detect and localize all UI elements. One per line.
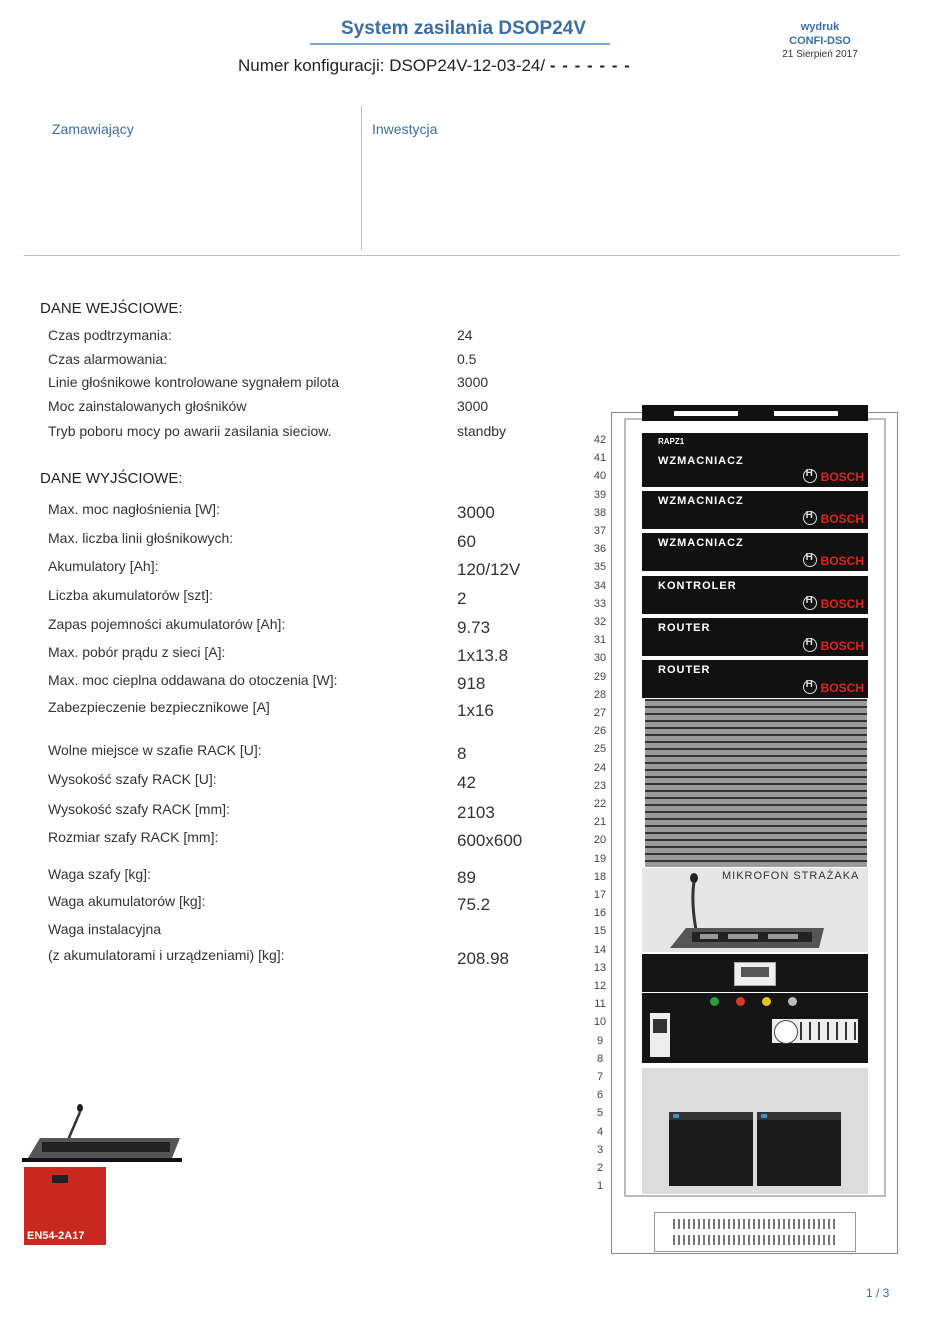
row-value: standby xyxy=(457,423,507,439)
rack-unit-number: 9 xyxy=(596,1034,604,1047)
row-value: 2103 xyxy=(457,803,495,822)
row-value: 120/12V xyxy=(457,560,521,579)
output-row xyxy=(48,530,476,551)
bosch-icon xyxy=(803,469,817,483)
breaker-switch xyxy=(650,1013,670,1057)
rack-unit-number: 12 xyxy=(593,980,607,992)
row-value: 9.73 xyxy=(457,618,491,637)
parties-divider xyxy=(361,106,362,250)
status-led-icon xyxy=(710,997,719,1006)
rack-unit-number: 34 xyxy=(593,579,607,592)
rack-plinth xyxy=(654,1212,856,1252)
rapz-label: RAPZ1 xyxy=(658,437,685,446)
rack-device-router xyxy=(642,618,868,656)
rack-unit-number: 4 xyxy=(596,1125,604,1138)
output-row xyxy=(48,801,495,822)
rack-unit-number: 42 xyxy=(593,434,607,446)
client-label: Zamawiający xyxy=(52,121,134,137)
output-row xyxy=(48,672,486,693)
row-value: 3000 xyxy=(457,374,489,390)
row-label: Wysokość szafy RACK [U]: xyxy=(48,771,217,787)
input-row xyxy=(48,398,489,414)
rack-device-amplifier xyxy=(642,433,868,487)
bosch-logo: HBOSCH xyxy=(803,596,864,611)
rack-unit-number: 38 xyxy=(593,506,607,519)
print-info xyxy=(770,20,870,62)
print-date: 21 Sierpień 2017 xyxy=(782,49,858,60)
rack-device-amplifier xyxy=(642,533,868,571)
bosch-logo: HBOSCH xyxy=(803,469,864,484)
display-icon xyxy=(734,962,776,986)
investment-label: Inwestycja xyxy=(372,121,438,137)
fuse-block xyxy=(800,1022,856,1040)
power-supply-panel xyxy=(642,993,868,1063)
device-name: WZMACNIACZ xyxy=(658,455,744,467)
rack-unit-number: 31 xyxy=(593,634,607,647)
plinth-vent xyxy=(673,1235,837,1245)
rack-unit-number: 37 xyxy=(593,525,607,537)
cabinet-label: EN54-2A17 xyxy=(27,1230,85,1242)
row-value: 42 xyxy=(457,773,476,792)
row-value: 3000 xyxy=(457,503,495,522)
status-led-icon xyxy=(736,997,745,1006)
rack-unit-number: 3 xyxy=(596,1143,604,1156)
rack-unit-number: 40 xyxy=(593,470,607,483)
device-name: ROUTER xyxy=(658,622,711,634)
config-number xyxy=(238,56,631,76)
row-label: Waga szafy [kg]: xyxy=(48,866,151,882)
output-row xyxy=(48,501,495,522)
input-row xyxy=(48,327,473,343)
config-placeholder: - - - - - - - xyxy=(549,56,631,75)
rack-unit-number: 30 xyxy=(593,652,607,665)
rack-unit-number: 5 xyxy=(596,1107,604,1120)
row-label: Czas podtrzymania: xyxy=(48,327,172,343)
row-label: Wolne miejsce w szafie RACK [U]: xyxy=(48,742,262,758)
row-value: 3000 xyxy=(457,398,489,414)
row-label: Zabezpieczenie bezpiecznikowe [A] xyxy=(48,699,270,715)
bosch-icon xyxy=(803,680,817,694)
rack-unit-number: 15 xyxy=(593,925,607,938)
output-row xyxy=(48,771,476,792)
row-label: Zapas pojemności akumulatorów [Ah]: xyxy=(48,616,286,632)
row-value: 75.2 xyxy=(457,895,491,914)
input-data-heading: DANE WEJŚCIOWE: xyxy=(40,300,183,317)
row-label: Max. moc cieplna oddawana do otoczenia [W]: xyxy=(48,672,338,688)
row-label: (z akumulatorami i urządzeniami) [kg]: xyxy=(48,947,285,963)
row-label: Waga akumulatorów [kg]: xyxy=(48,893,206,909)
output-row xyxy=(48,616,491,637)
row-label: Liczba akumulatorów [szt]: xyxy=(48,587,213,603)
row-label: Max. liczba linii głośnikowych: xyxy=(48,530,234,546)
config-value: DSOP24V-12-03-24/ xyxy=(389,56,546,75)
print-label: wydruk xyxy=(800,21,840,33)
rack-unit-number: 18 xyxy=(593,870,607,883)
bosch-icon xyxy=(803,638,817,652)
rack-unit-number: 17 xyxy=(593,889,607,901)
input-row xyxy=(48,423,507,439)
rack-unit-number: 35 xyxy=(593,561,607,574)
battery-terminal xyxy=(761,1114,767,1118)
row-label: Linie głośnikowe kontrolowane sygnałem pilota xyxy=(48,374,340,390)
header-separator xyxy=(24,255,900,256)
rack-unit-number: 29 xyxy=(593,670,607,683)
rack-unit-number: 16 xyxy=(593,907,607,920)
output-row xyxy=(48,742,467,763)
cap-slot xyxy=(674,411,738,416)
rack-unit-number: 32 xyxy=(593,616,607,628)
rack-unit-number: 19 xyxy=(593,852,607,865)
rack-unit-number: 1 xyxy=(596,1180,604,1193)
row-label: Tryb poboru mocy po awarii zasilania sieciow. xyxy=(48,423,332,439)
rack-unit-number: 23 xyxy=(593,779,607,792)
rack-device-router xyxy=(642,660,868,698)
output-row xyxy=(48,921,161,937)
row-value: 8 xyxy=(457,744,467,763)
row-value: 918 xyxy=(457,674,486,693)
socket-and-fuses xyxy=(772,1019,858,1043)
rack-unit-number: 24 xyxy=(593,761,607,774)
row-label: Wysokość szafy RACK [mm]: xyxy=(48,801,230,817)
rack-unit-number: 33 xyxy=(593,597,607,610)
row-value: 0.5 xyxy=(457,351,477,367)
cabinet-display xyxy=(52,1175,68,1183)
page-number: 1 / 3 xyxy=(866,1286,890,1300)
rack-device-controller xyxy=(642,576,868,614)
output-row xyxy=(48,947,509,968)
bosch-icon xyxy=(803,553,817,567)
rack-unit-number: 36 xyxy=(593,543,607,556)
rack-top-cap xyxy=(642,405,868,421)
rack-unit-number: 28 xyxy=(593,688,607,701)
device-name: WZMACNIACZ xyxy=(658,495,744,507)
output-row xyxy=(48,699,494,720)
document-title: System zasilania DSOP24V xyxy=(340,18,586,39)
power-supply-top xyxy=(642,954,868,992)
config-label: Numer konfiguracji: xyxy=(238,56,385,75)
input-row xyxy=(48,351,477,367)
battery xyxy=(757,1112,841,1186)
row-value: 1x16 xyxy=(457,701,494,720)
rack-vent-panel xyxy=(645,699,867,867)
title-underline xyxy=(310,43,610,45)
rack-unit-number: 14 xyxy=(593,943,607,956)
battery xyxy=(669,1112,753,1186)
bosch-icon xyxy=(803,596,817,610)
device-name: ROUTER xyxy=(658,664,711,676)
device-name: KONTROLER xyxy=(658,580,737,592)
row-label: Rozmiar szafy RACK [mm]: xyxy=(48,829,219,845)
row-label: Czas alarmowania: xyxy=(48,351,168,367)
rack-unit-number: 2 xyxy=(596,1162,604,1174)
status-led-icon xyxy=(788,997,797,1006)
rack-unit-number: 10 xyxy=(593,1016,607,1029)
rack-unit-number: 20 xyxy=(593,834,607,847)
row-value: 2 xyxy=(457,589,467,608)
display-screen xyxy=(741,967,769,977)
rack-unit-number: 22 xyxy=(593,798,607,810)
device-name: WZMACNIACZ xyxy=(658,537,744,549)
row-value: 600x600 xyxy=(457,831,523,850)
battery-terminal xyxy=(673,1114,679,1118)
output-row xyxy=(48,866,476,887)
en54-cabinet xyxy=(24,1167,106,1245)
row-value: 1x13.8 xyxy=(457,646,509,665)
rack-unit-number: 26 xyxy=(593,725,607,738)
row-value: 24 xyxy=(457,327,473,343)
row-label: Akumulatory [Ah]: xyxy=(48,558,159,574)
row-value: 208.98 xyxy=(457,949,509,968)
output-row xyxy=(48,893,491,914)
input-row xyxy=(48,374,489,390)
output-row xyxy=(48,587,467,608)
switch-lever xyxy=(653,1019,667,1033)
print-system: CONFI-DSO xyxy=(789,35,851,47)
fire-microphone-console-icon xyxy=(22,1104,182,1166)
bosch-logo: HBOSCH xyxy=(803,638,864,653)
output-row xyxy=(48,829,523,850)
microphone-label: MIKROFON STRAŻAKA xyxy=(722,870,860,882)
rack-unit-number: 13 xyxy=(593,961,607,974)
bosch-icon xyxy=(803,511,817,525)
output-data-heading: DANE WYJŚCIOWE: xyxy=(40,470,183,487)
bosch-logo: HBOSCH xyxy=(803,511,864,526)
rack-unit-number: 25 xyxy=(593,743,607,756)
rack-unit-number: 8 xyxy=(596,1052,604,1065)
row-value: 89 xyxy=(457,868,476,887)
cap-slot xyxy=(774,411,838,416)
rack-unit-number: 21 xyxy=(593,816,607,829)
microphone-icon xyxy=(664,872,824,952)
row-label: Moc zainstalowanych głośników xyxy=(48,398,247,414)
socket-icon xyxy=(774,1020,798,1044)
rack-unit-number: 41 xyxy=(593,452,607,465)
row-label: Max. pobór prądu z sieci [A]: xyxy=(48,644,226,660)
plinth-vent xyxy=(673,1219,837,1229)
rack-unit-number: 7 xyxy=(596,1071,604,1083)
status-led-icon xyxy=(762,997,771,1006)
bosch-logo: HBOSCH xyxy=(803,680,864,695)
bosch-logo: HBOSCH xyxy=(803,553,864,568)
rack-unit-number: 39 xyxy=(593,488,607,501)
output-row xyxy=(48,558,521,579)
rack-unit-number: 11 xyxy=(594,998,606,1011)
output-row xyxy=(48,644,509,665)
row-value: 60 xyxy=(457,532,476,551)
microphone-shelf xyxy=(642,868,868,952)
rack-device-amplifier xyxy=(642,491,868,529)
row-label: Waga instalacyjna xyxy=(48,921,162,937)
row-label: Max. moc nagłośnienia [W]: xyxy=(48,501,220,517)
rack-unit-number: 6 xyxy=(596,1089,604,1102)
rack-unit-number: 27 xyxy=(593,707,607,719)
